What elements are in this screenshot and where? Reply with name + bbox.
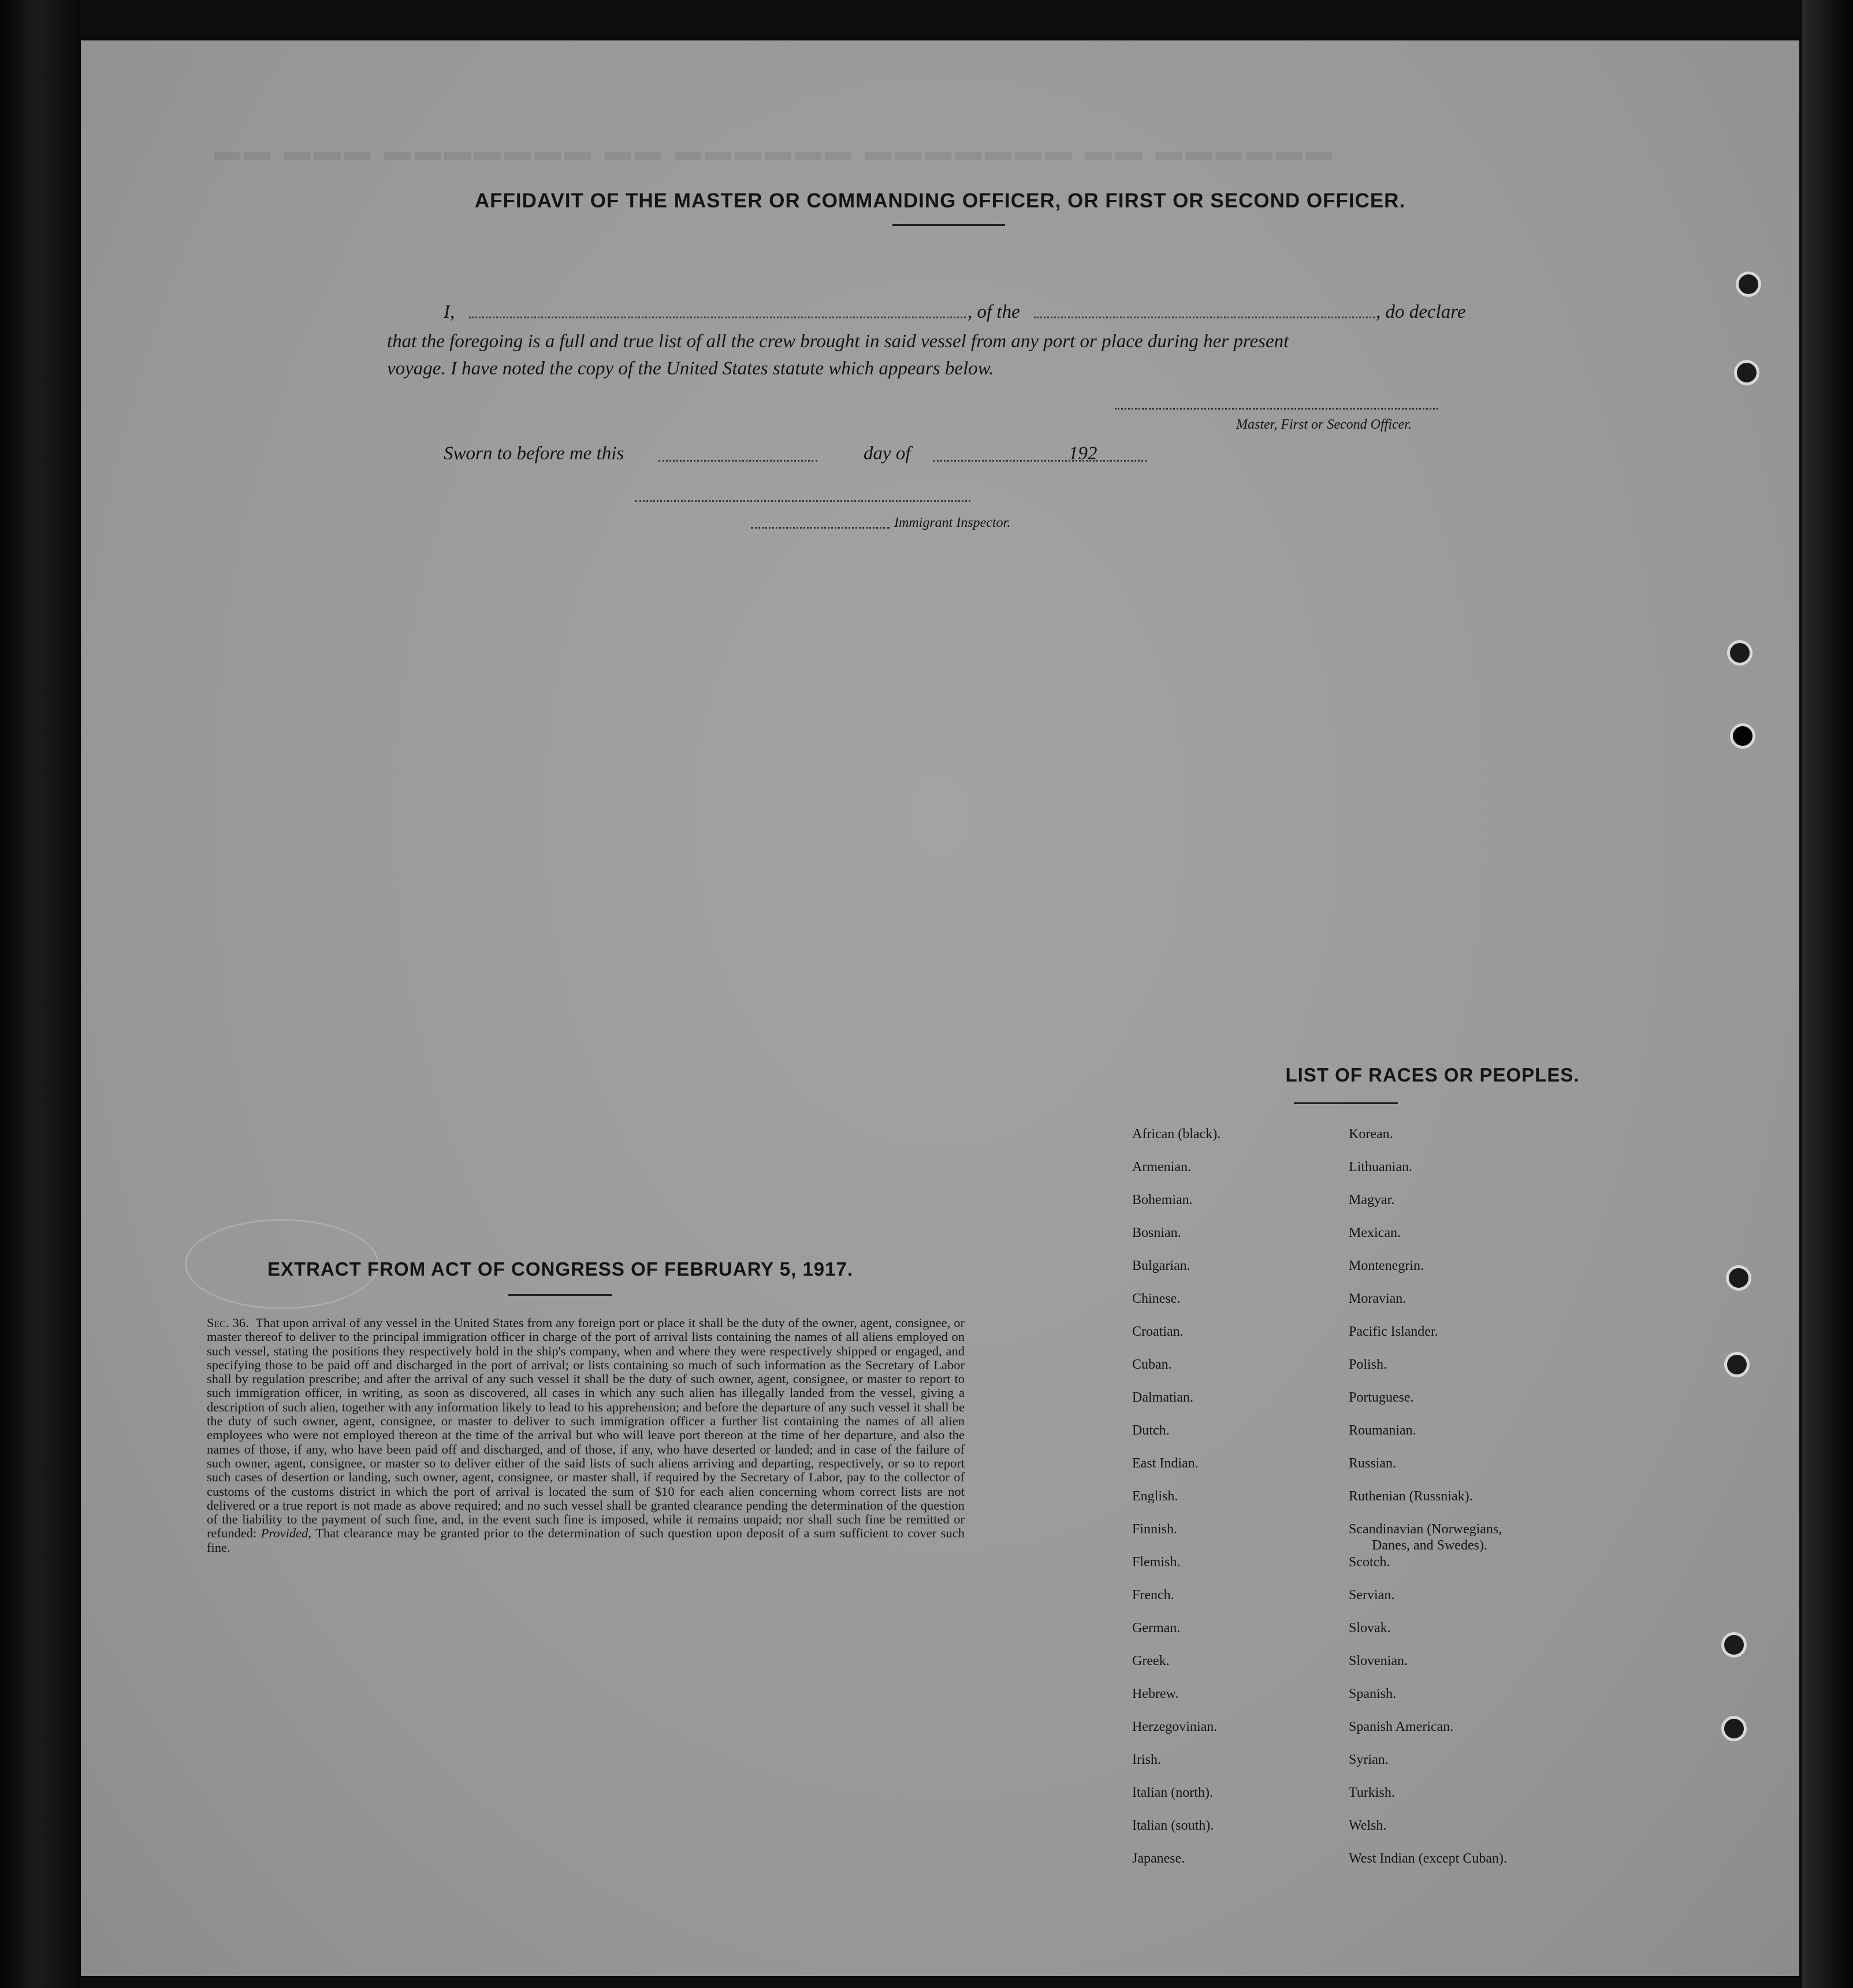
list-item: Chinese.: [1132, 1291, 1181, 1306]
punch-hole: [1734, 360, 1759, 385]
affidavit-declare: , do declare: [1376, 302, 1466, 322]
statute-provided: Provided,: [261, 1526, 312, 1541]
list-item: Roumanian.: [1349, 1423, 1416, 1438]
list-item: Dutch.: [1132, 1423, 1170, 1438]
list-item: Bulgarian.: [1132, 1258, 1190, 1273]
list-item: Greek.: [1132, 1653, 1170, 1669]
punch-hole: [1736, 272, 1761, 297]
inspector-label: Immigrant Inspector.: [894, 515, 1011, 530]
list-item: Portuguese.: [1349, 1390, 1414, 1405]
list-item: Magyar.: [1349, 1192, 1395, 1207]
name-blank[interactable]: [469, 317, 966, 318]
races-list-title: LIST OF RACES OR PEOPLES.: [1285, 1064, 1580, 1086]
statute-body-1: That upon arrival of any vessel in the United States from any foreign port or place it shall be the duty of the owner, agent, consignee, or master thereof to deliver to the principal immigration officer in charge of the port of arrival lists containing the names of all aliens employed on such vessel, stating the positions they respectively hold in the ship's company, when and where they were respectively shipped or engaged, and specifying those to be paid off and discharged in the port of arrival; or lists containing so much of such information as the Secretary of Labor shall by regulation prescribe; and after the arrival of any such vessel it shall be the duty of such owner, agent, consignee, or master to report to such immigration officer, in writing, as soon as discovered, all cases in which any such alien has illegally landed from the vessel, giving a description of such alien, together with any information likely to lead to his apprehension; and before the departure of any such vessel it shall be the duty of such owner, agent, consignee, or master to deliver to such immigration officer a further list containing the names of all alien employees who were not employed thereon at the time of the arrival but who will leave port thereon at the time of her departure, and also the names of those, if any, who have been paid off and discharged, and of those, if any, who have deserted or landed; and in case of the failure of such owner, agent, consignee, or master so to deliver either of the said lists of such aliens arriving and departing, respectively, or so to report such cases of desertion or landing, such owner, agent, consignee, or master shall, if required by the Secretary of Labor, pay to the collector of customs of the customs district in which the port of arrival is located the sum of $10 for each alien concerning whom correct lists are not delivered or a true report is not made as above required; and no such vessel shall be granted clearance pending the determination of the question of the liability to the payment of such fine, and, in the event such fine is imposed, while it remains unpaid; nor shall such fine be remitted or refunded:: [207, 1316, 965, 1541]
list-item: Slovak.: [1349, 1621, 1391, 1636]
list-item: Spanish.: [1349, 1686, 1397, 1701]
affidavit-of-the: , of the: [968, 302, 1020, 322]
list-item: Japanese.: [1132, 1851, 1185, 1866]
list-item: Moravian.: [1349, 1291, 1407, 1306]
list-item: Italian (north).: [1132, 1785, 1213, 1800]
races-left-column: [1132, 1127, 1375, 1884]
punch-hole: [1724, 1352, 1750, 1377]
punch-hole: [1726, 1265, 1751, 1291]
affidavit-i: I,: [444, 302, 455, 322]
vessel-blank[interactable]: [1034, 317, 1375, 318]
extract-title-rule: [508, 1294, 612, 1296]
list-item: Croatian.: [1132, 1324, 1184, 1339]
list-item: Welsh.: [1349, 1818, 1387, 1833]
list-item: Servian.: [1349, 1588, 1395, 1603]
list-item: East Indian.: [1132, 1456, 1199, 1471]
title-rule: [892, 224, 1005, 226]
list-item: Spanish American.: [1349, 1719, 1454, 1734]
list-item: Mexican.: [1349, 1225, 1401, 1240]
document-page: [81, 40, 1799, 1976]
statute-body-2: That clearance may be granted prior to the determination of such question upon deposit of a sum sufficient to cover such fine.: [207, 1526, 965, 1555]
list-item: African (black).: [1132, 1127, 1221, 1142]
bleed-through-text: ▬▬ ▬▬▬ ▬▬▬▬▬▬▬ ▬▬ ▬▬▬▬▬▬ ▬▬▬▬▬▬▬ ▬▬ ▬▬▬▬▬▬: [214, 136, 1336, 166]
list-item: West Indian (except Cuban).: [1349, 1851, 1507, 1866]
list-item: Irish.: [1132, 1752, 1161, 1767]
list-item: Armenian.: [1132, 1160, 1191, 1175]
list-item: Bosnian.: [1132, 1225, 1181, 1240]
list-item: Ruthenian (Russniak).: [1349, 1489, 1473, 1504]
list-item: Lithuanian.: [1349, 1160, 1412, 1175]
list-item: Syrian.: [1349, 1752, 1389, 1767]
list-item: Russian.: [1349, 1456, 1397, 1471]
list-item: Finnish.: [1132, 1522, 1178, 1537]
sworn-month-blank[interactable]: [933, 460, 1147, 462]
races-right-column: [1349, 1127, 1591, 1884]
list-item: Slovenian.: [1349, 1653, 1408, 1669]
list-item: Herzegovinian.: [1132, 1719, 1218, 1734]
punch-hole: [1730, 723, 1755, 749]
list-item: German.: [1132, 1621, 1181, 1636]
right-scan-border: [1802, 0, 1853, 1988]
list-item: Hebrew.: [1132, 1686, 1179, 1701]
list-item: Turkish.: [1349, 1785, 1395, 1800]
extract-title: EXTRACT FROM ACT OF CONGRESS OF FEBRUARY 5, 1917.: [267, 1258, 854, 1280]
list-item: Scotch.: [1349, 1555, 1390, 1570]
inspector-line-1[interactable]: [635, 500, 970, 502]
races-title-rule: [1294, 1102, 1398, 1104]
list-item: Pacific Islander.: [1349, 1324, 1438, 1339]
list-item-scandinavian: [1349, 1522, 1591, 1555]
section-label: Sec. 36.: [207, 1316, 249, 1330]
master-signature-blank[interactable]: [1115, 408, 1438, 410]
day-of-text: day of: [864, 443, 911, 464]
list-item: French.: [1132, 1588, 1174, 1603]
master-signature-label: Master, First or Second Officer.: [1236, 417, 1412, 432]
list-item-line-cont: Danes, and Swedes).: [1372, 1537, 1487, 1553]
statute-text: [207, 1316, 965, 1555]
list-item: Montenegrin.: [1349, 1258, 1424, 1273]
inspector-line-2[interactable]: [751, 527, 890, 529]
affidavit-line-3: voyage. I have noted the copy of the United States statute which appears below.: [387, 358, 994, 379]
sworn-day-blank[interactable]: [658, 460, 817, 462]
list-item: Korean.: [1349, 1127, 1393, 1142]
sworn-text: Sworn to before me this: [444, 443, 624, 464]
list-item: English.: [1132, 1489, 1178, 1504]
punch-hole: [1721, 1716, 1747, 1741]
list-item: Flemish.: [1132, 1555, 1181, 1570]
left-scan-border: [0, 0, 81, 1988]
list-item: Italian (south).: [1132, 1818, 1214, 1833]
punch-hole: [1727, 640, 1752, 666]
list-item: Polish.: [1349, 1357, 1387, 1372]
list-item: Dalmatian.: [1132, 1390, 1193, 1405]
affidavit-title: AFFIDAVIT OF THE MASTER OR COMMANDING OFFICER, OR FIRST OR SECOND OFFICER.: [474, 189, 1406, 212]
punch-hole: [1721, 1632, 1747, 1658]
list-item: Bohemian.: [1132, 1192, 1193, 1207]
year-prefix: 192: [1069, 443, 1097, 464]
affidavit-line-2: that the foregoing is a full and true list of all the crew brought in said vessel from any port or place during her present: [387, 331, 1289, 352]
list-item: Cuban.: [1132, 1357, 1172, 1372]
list-item-line: Scandinavian (Norwegians,: [1349, 1522, 1502, 1537]
